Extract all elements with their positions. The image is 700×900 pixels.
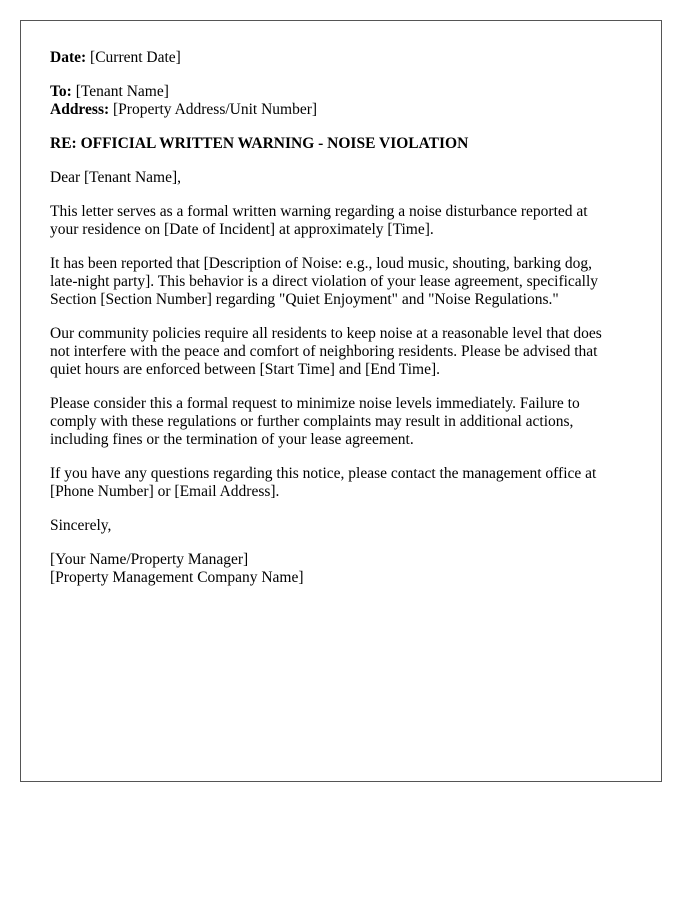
signature-block — [50, 551, 640, 587]
paragraph-4-line-3: including fines or the termination of your lease agreement. — [50, 431, 414, 448]
paragraph-5 — [50, 465, 640, 501]
paragraph-2-line-3: Section [Section Number] regarding "Quiet Enjoyment" and "Noise Regulations." — [50, 291, 559, 308]
address-value: [Property Address/Unit Number] — [113, 101, 318, 118]
letter-document — [20, 20, 662, 782]
paragraph-2-line-1: It has been reported that [Description of Noise: e.g., loud music, shouting, barking dog, — [50, 255, 592, 272]
to-value: [Tenant Name] — [75, 83, 169, 100]
paragraph-3-line-3: quiet hours are enforced between [Start Time] and [End Time]. — [50, 361, 440, 378]
paragraph-1 — [50, 203, 640, 239]
date-value: [Current Date] — [90, 49, 181, 66]
signature-name: [Your Name/Property Manager] — [50, 551, 249, 568]
salutation: Dear [Tenant Name], — [50, 169, 182, 186]
paragraph-2 — [50, 255, 640, 309]
paragraph-2-line-2: late-night party]. This behavior is a direct violation of your lease agreement, specifically — [50, 273, 599, 290]
to-label: To: — [50, 83, 72, 100]
paragraph-5-line-1: If you have any questions regarding this notice, please contact the management office at — [50, 465, 597, 482]
paragraph-4-line-1: Please consider this a formal request to minimize noise levels immediately. Failure to — [50, 395, 580, 412]
paragraph-4 — [50, 395, 640, 449]
paragraph-4-line-2: comply with these regulations or further complaints may result in additional actions, — [50, 413, 574, 430]
recipient-block — [50, 83, 640, 119]
letter-content — [50, 49, 640, 603]
address-label: Address: — [50, 101, 110, 118]
paragraph-3-line-2: not interfere with the peace and comfort of neighboring residents. Please be advised that — [50, 343, 598, 360]
subject-line: RE: OFFICIAL WRITTEN WARNING - NOISE VIOLATION — [50, 135, 469, 152]
date-block — [50, 49, 640, 67]
address-line — [50, 101, 640, 119]
date-line — [50, 49, 640, 67]
paragraph-5-line-2: [Phone Number] or [Email Address]. — [50, 483, 280, 500]
paragraph-3 — [50, 325, 640, 379]
paragraph-1-line-1: This letter serves as a formal written warning regarding a noise disturbance reported at — [50, 203, 588, 220]
closing: Sincerely, — [50, 517, 112, 534]
to-line — [50, 83, 640, 101]
date-label: Date: — [50, 49, 87, 66]
paragraph-1-line-2: your residence on [Date of Incident] at approximately [Time]. — [50, 221, 434, 238]
signature-company: [Property Management Company Name] — [50, 569, 304, 586]
paragraph-3-line-1: Our community policies require all residents to keep noise at a reasonable level that does — [50, 325, 602, 342]
